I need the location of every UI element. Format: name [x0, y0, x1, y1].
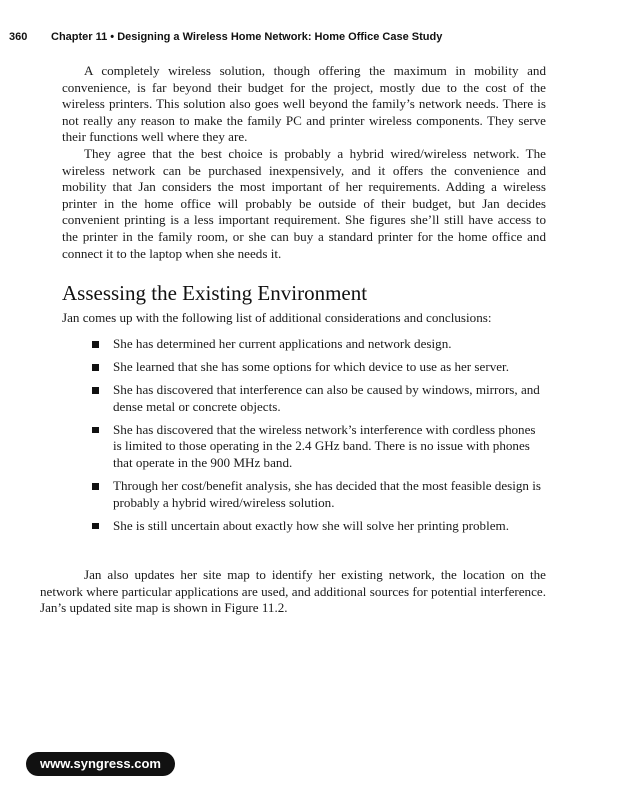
running-header: [9, 31, 609, 43]
bullet-list: [62, 336, 546, 541]
list-item-text: She learned that she has some options for which device to use as her server.: [113, 359, 509, 375]
page-number: 360: [9, 31, 28, 43]
publisher-url-badge: www.syngress.com: [26, 752, 175, 776]
intro-text: [62, 63, 546, 262]
paragraph: Jan comes up with the following list of additional considerations and conclusions:: [62, 310, 492, 325]
paragraph: A completely wireless solution, though offering the maximum in mobility and convenience, is far beyond their budget for the project, mostly due to the cost of the wireless printers. This solution also goes well beyond the family’s network needs. There is not really any reason to make the family PC and printer wireless components. They serve their functions well where they are.: [62, 63, 546, 145]
list-item: [62, 382, 546, 415]
list-item-text: She is still uncertain about exactly how she will solve her printing problem.: [113, 517, 510, 533]
bullet-icon: [92, 523, 99, 530]
closing-text: [40, 567, 546, 617]
bullet-icon: [92, 427, 99, 434]
bullet-icon: [92, 387, 99, 394]
list-item: [62, 359, 546, 376]
list-item-text: Through her cost/benefit analysis, she has decided that the most feasible design is probably a hybrid wired/wireless solution.: [113, 478, 541, 510]
list-item: [62, 422, 546, 472]
list-item-text: She has determined her current applications and network design.: [113, 336, 452, 351]
bullet-icon: [92, 483, 99, 490]
paragraph: They agree that the best choice is probably a hybrid wired/wireless network. The wireless network can be purchased inexpensively, and it offers the convenience and mobility that Jan considers the most important of her requirements. Adding a wireless printer in the home office will probably be outside of their budget, but Jan decides convenient printing is a less important requirement. She figures she’ll still have access to the printer in the family room, or she can buy a standard printer for the home office and connect it to the laptop when she needs it.: [62, 145, 546, 261]
list-item-text: She has discovered that interference can also be caused by windows, mirrors, and dense metal or concrete objects.: [113, 382, 540, 414]
bullet-icon: [92, 341, 99, 348]
list-item-text: She has discovered that the wireless network’s interference with cordless phones is limited to those operating in the 2.4 GHz band. There is no issue with phones that operate in the 900 MHz band.: [113, 421, 536, 471]
list-item: [62, 336, 546, 353]
list-item: [62, 518, 546, 535]
section-heading: Assessing the Existing Environment: [62, 281, 368, 305]
paragraph: Jan also updates her site map to identify her existing network, the location on the network where particular applications are used, and additional sources for potential interference. Jan’s updated site map is shown in Figure 11.2.: [40, 567, 546, 616]
chapter-title: Chapter 11 • Designing a Wireless Home Network: Home Office Case Study: [51, 31, 443, 43]
list-item: [62, 478, 546, 511]
lead-text: [62, 310, 546, 327]
bullet-icon: [92, 364, 99, 371]
